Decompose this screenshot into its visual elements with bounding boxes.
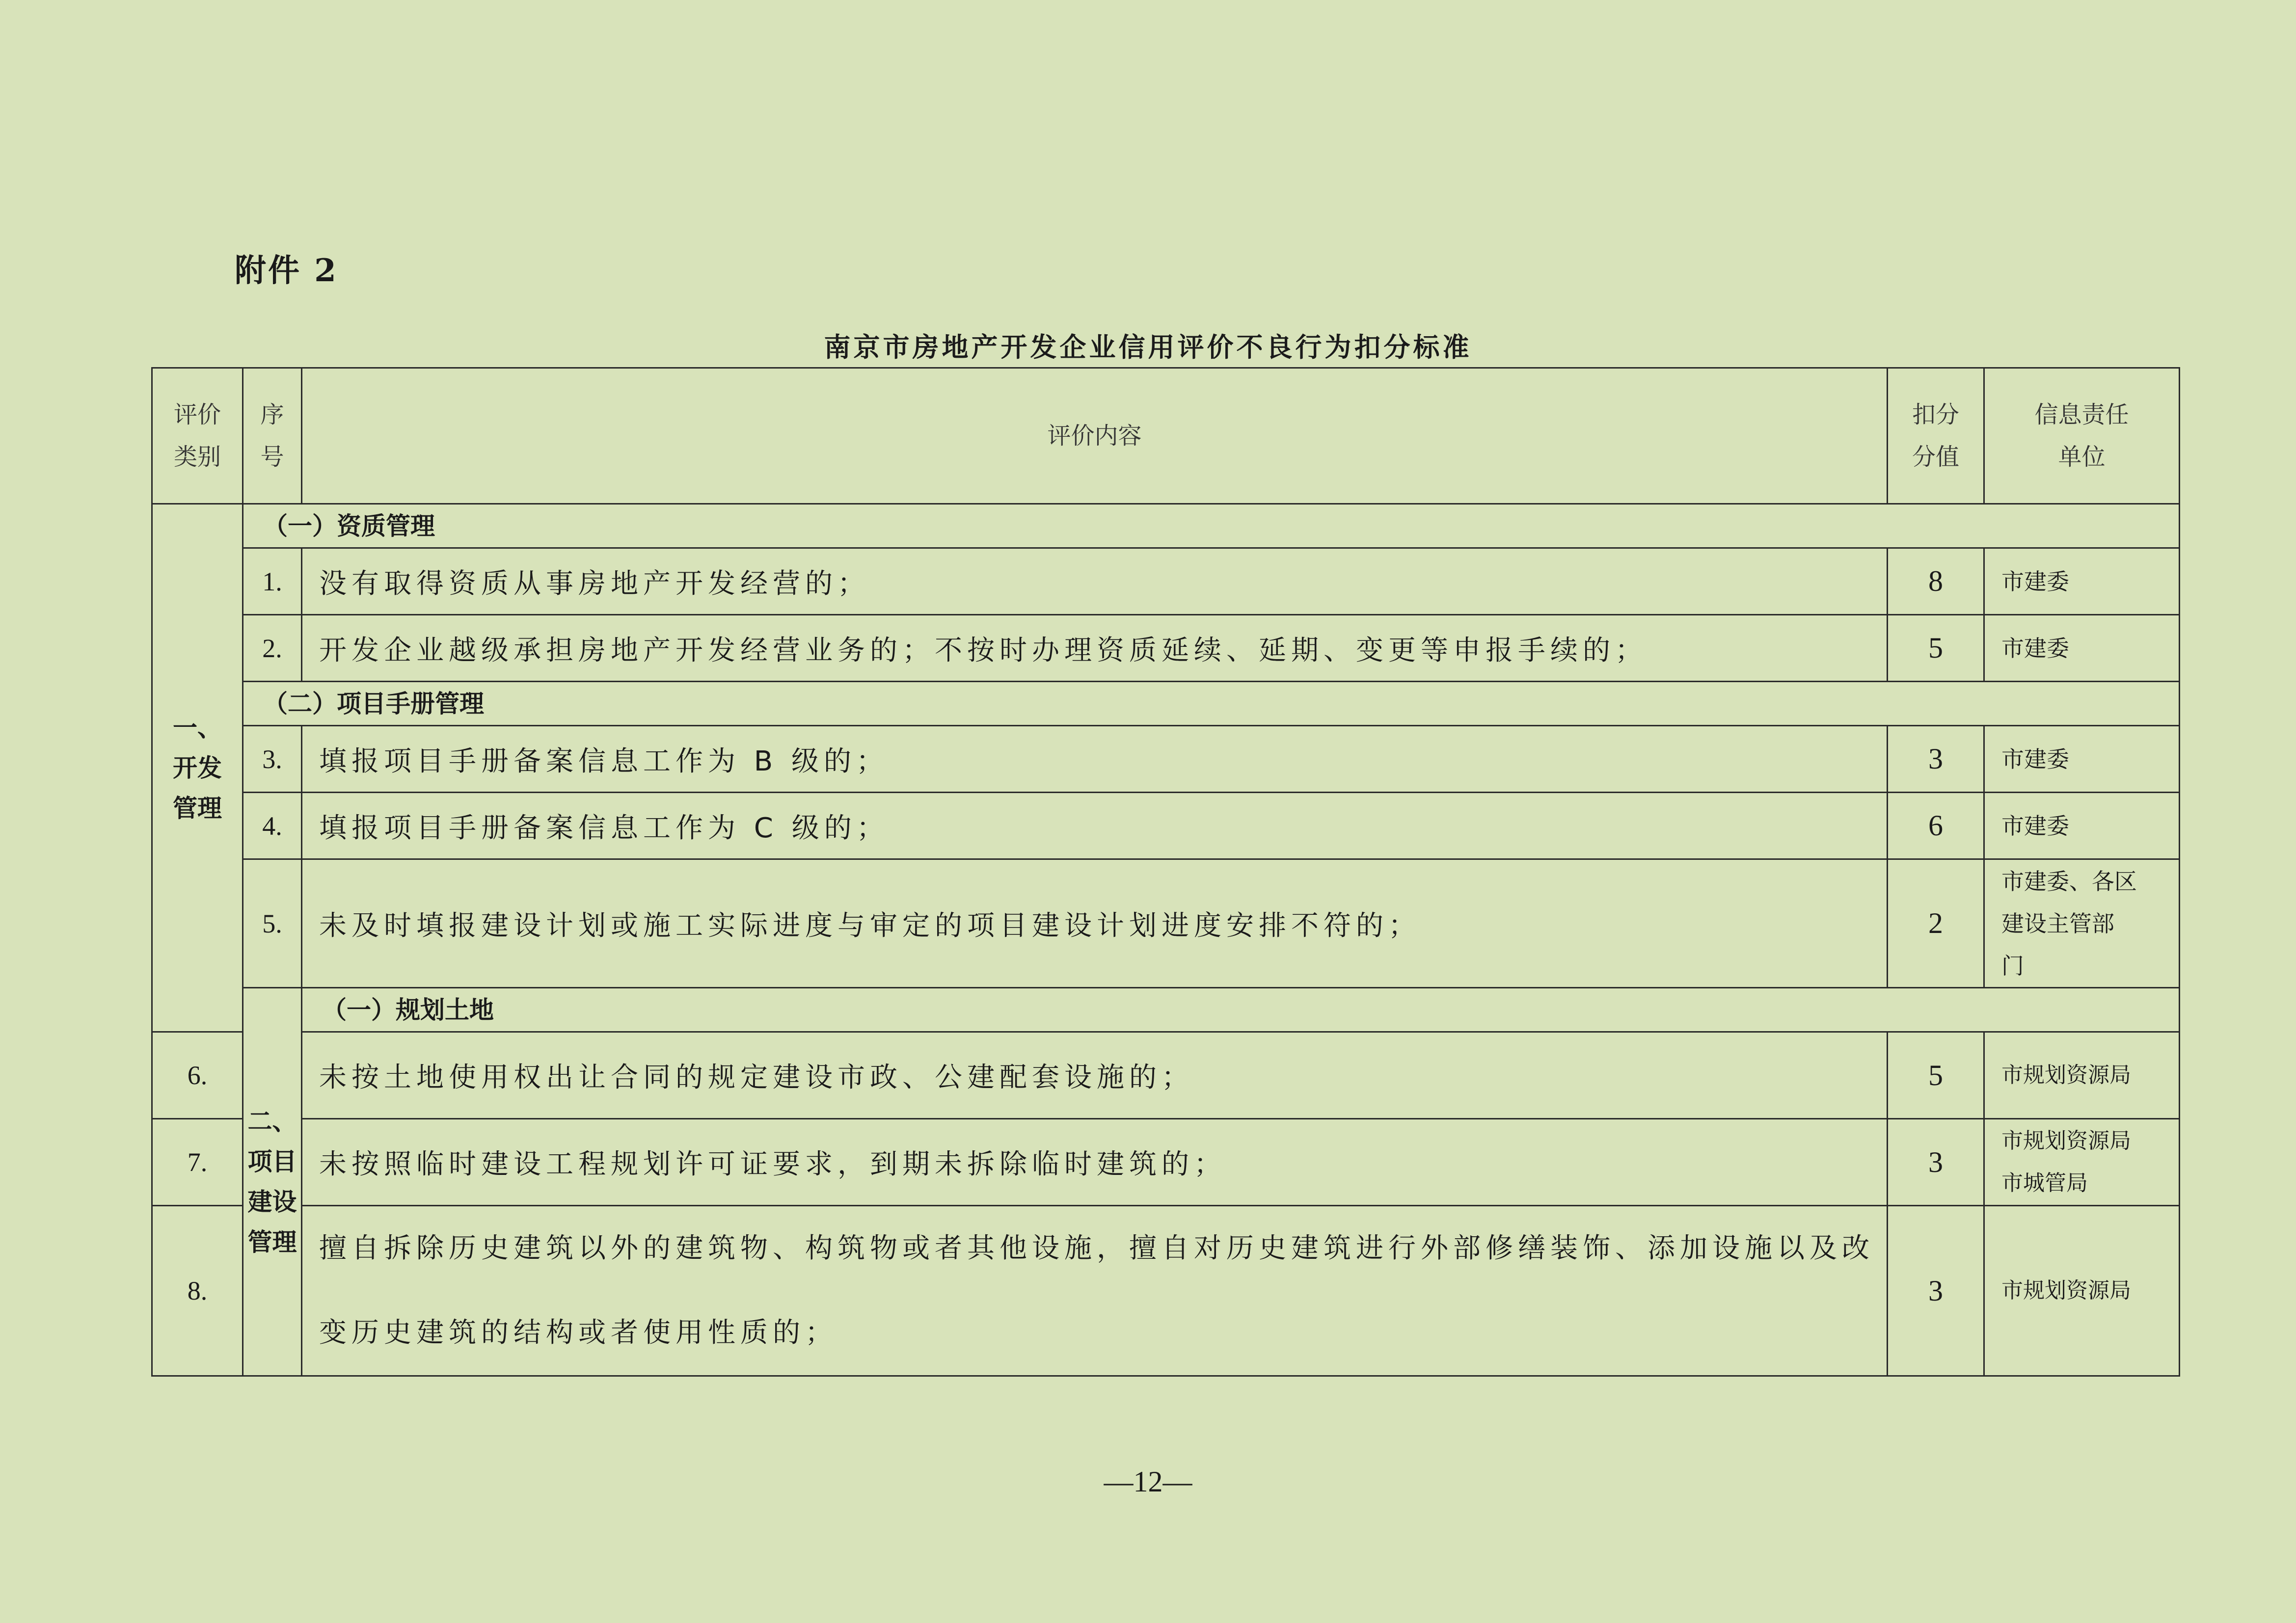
row-unit: 市规划资源局	[1984, 1032, 2180, 1119]
page-number: —12—	[1104, 1465, 1192, 1498]
table-header-row	[152, 368, 2180, 504]
row-seq: 7.	[152, 1119, 243, 1206]
category-line: 开发	[173, 753, 222, 782]
row-unit-line: 市建委、各区	[2001, 868, 2137, 895]
table-row	[152, 726, 2180, 793]
header-seq-line: 号	[260, 443, 284, 471]
row-unit: 市建委	[1984, 548, 2180, 615]
row-seq: 6.	[152, 1032, 243, 1119]
table-row	[152, 1206, 2180, 1376]
row-score: 3	[1888, 1206, 1984, 1376]
table-row	[152, 548, 2180, 615]
row-score: 6	[1888, 793, 1984, 859]
row-unit: 市建委	[1984, 726, 2180, 793]
row-content: 未及时填报建设计划或施工实际进度与审定的项目建设计划进度安排不符的；	[302, 859, 1888, 988]
row-score: 3	[1888, 1119, 1984, 1206]
row-seq: 1.	[243, 548, 302, 615]
row-seq: 4.	[243, 793, 302, 859]
table-row	[152, 615, 2180, 682]
header-unit	[1984, 368, 2180, 504]
table-row	[152, 859, 2180, 988]
header-seq-line: 序	[260, 401, 284, 428]
section-row	[152, 988, 2180, 1032]
row-unit	[1984, 859, 2180, 988]
attachment-label: 附件 2	[235, 252, 338, 289]
row-seq: 5.	[243, 859, 302, 988]
deduction-standards-table	[151, 367, 2180, 1377]
category-line: 管理	[173, 794, 222, 823]
header-unit-line: 信息责任	[2034, 401, 2129, 428]
row-unit: 市建委	[1984, 615, 2180, 682]
section-row	[152, 504, 2180, 548]
category-line: 项目	[247, 1147, 297, 1176]
header-score	[1888, 368, 1984, 504]
document-title: 南京市房地产开发企业信用评价不良行为扣分标准	[824, 331, 1472, 363]
category-development	[152, 504, 243, 1032]
row-unit-line: 门	[2001, 952, 2024, 979]
row-content: 未按照临时建设工程规划许可证要求，到期未拆除临时建筑的；	[302, 1119, 1888, 1206]
row-unit-line: 市城管局	[2001, 1171, 2088, 1196]
header-category	[152, 368, 243, 504]
row-score: 5	[1888, 1032, 1984, 1119]
row-seq: 8.	[152, 1206, 243, 1376]
row-content: 开发企业越级承担房地产开发经营业务的；不按时办理资质延续、延期、变更等申报手续的；	[302, 615, 1888, 682]
category-line: 二、	[247, 1107, 297, 1136]
section-qualification: （一）资质管理	[243, 504, 2180, 548]
header-score-line: 扣分	[1912, 401, 1959, 428]
row-unit: 市规划资源局	[1984, 1206, 2180, 1376]
table-row	[152, 1032, 2180, 1119]
row-content: 填报项目手册备案信息工作为 C 级的；	[302, 793, 1888, 859]
row-unit-line: 市规划资源局	[2001, 1128, 2131, 1153]
header-score-line: 分值	[1912, 443, 1959, 471]
row-unit-line: 建设主管部	[2001, 910, 2114, 937]
row-content: 没有取得资质从事房地产开发经营的；	[302, 548, 1888, 615]
row-seq: 2.	[243, 615, 302, 682]
row-score: 8	[1888, 548, 1984, 615]
header-category-line: 类别	[173, 443, 221, 471]
row-content: 未按土地使用权出让合同的规定建设市政、公建配套设施的；	[302, 1032, 1888, 1119]
table-row	[152, 793, 2180, 859]
section-row	[152, 682, 2180, 726]
row-score: 3	[1888, 726, 1984, 793]
category-line: 建设	[247, 1188, 297, 1216]
row-content: 填报项目手册备案信息工作为 B 级的；	[302, 726, 1888, 793]
category-project-construction	[243, 988, 302, 1376]
row-seq: 3.	[243, 726, 302, 793]
header-unit-line: 单位	[2058, 443, 2106, 471]
row-unit	[1984, 1119, 2180, 1206]
header-content: 评价内容	[302, 368, 1888, 504]
row-score: 2	[1888, 859, 1984, 988]
row-score: 5	[1888, 615, 1984, 682]
category-line: 管理	[247, 1228, 297, 1256]
header-seq	[243, 368, 302, 504]
section-planning-land: （一）规划土地	[302, 988, 2180, 1032]
section-project-handbook: （二）项目手册管理	[243, 682, 2180, 726]
row-unit: 市建委	[1984, 793, 2180, 859]
header-category-line: 评价	[173, 401, 221, 428]
category-line: 一、	[173, 713, 222, 742]
row-content: 擅自拆除历史建筑以外的建筑物、构筑物或者其他设施，擅自对历史建筑进行外部修缮装饰、添加设施以及改变历史建筑的结构或者使用性质的；	[302, 1206, 1888, 1376]
table-row	[152, 1119, 2180, 1206]
